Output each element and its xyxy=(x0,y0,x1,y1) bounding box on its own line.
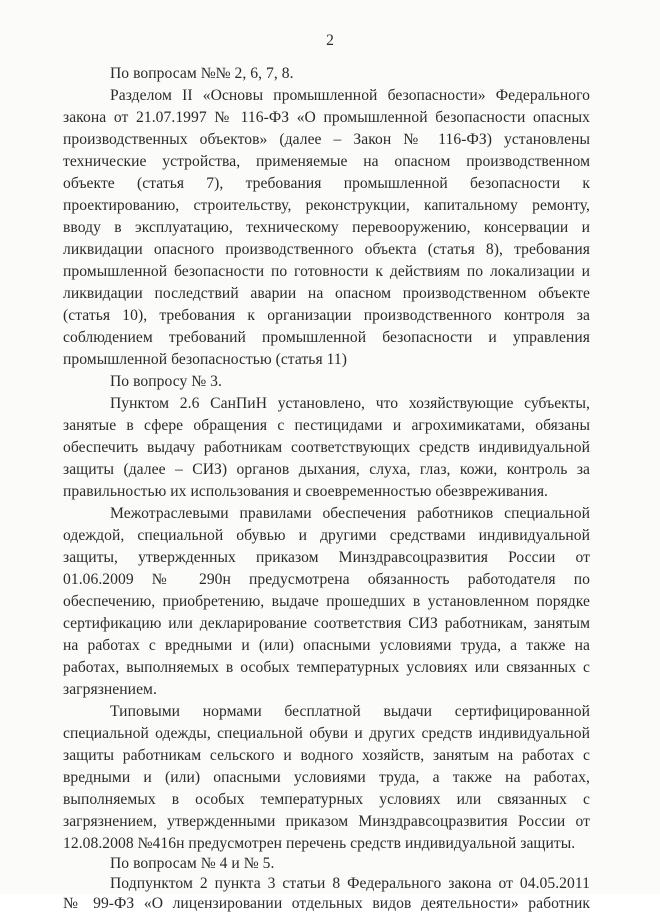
paragraph-line: на работах с вредными и (или) опасными условиями труда, а также на xyxy=(63,637,590,654)
paragraph-line: По вопросам № 4 и № 5. xyxy=(110,855,275,872)
paragraph-line: вредными и (или) опасными условиями труда, а также на работах, xyxy=(63,769,590,786)
paragraph-line: ликвидации последствий аварии на опасном производственном объекте xyxy=(63,285,590,302)
paragraph-line: обеспечить выдачу работникам соответствующих средств индивидуальной xyxy=(63,439,590,456)
paragraph-line: 12.08.2008 №416н предусмотрен перечень средств индивидуальной защиты. xyxy=(63,835,576,852)
paragraph-line: соблюдением требований промышленной безопасности и управления xyxy=(63,329,590,346)
paragraph-line: По вопросам №№ 2, 6, 7, 8. xyxy=(110,65,294,82)
paragraph-line: правильностью их использования и своевременностью обезвреживания. xyxy=(63,483,548,500)
paragraph-line: вводу в эксплуатацию, техническому перевооружению, консервации и xyxy=(63,219,590,236)
paragraph-line: закона от 21.07.1997 № 116-ФЗ «О промышленной безопасности опасных xyxy=(63,109,590,126)
page-number: 2 xyxy=(326,32,334,49)
paragraph-line: Типовыми нормами бесплатной выдачи сертифицированной xyxy=(110,703,590,720)
paragraph-line: (статья 10), требования к организации производственного контроля за xyxy=(63,307,590,324)
paragraph-line: Пунктом 2.6 СанПиН установлено, что хозяйствующие субъекты, xyxy=(110,395,590,412)
paragraph-line: загрязнением. xyxy=(63,681,157,698)
paragraph-line: занятые в сфере обращения с пестицидами и агрохимикатами, обязаны xyxy=(63,417,590,434)
paragraph-line: обеспечению, приобретению, выдаче прошедших в установленном порядке xyxy=(63,593,590,610)
paragraph-line: промышленной безопасностью (статья 11) xyxy=(63,351,347,368)
paragraph-line: № 99-ФЗ «О лицензировании отдельных видов деятельности» работник xyxy=(63,895,590,912)
paragraph-line: защиты, утвержденных приказом Минздравсоцразвития России от xyxy=(63,549,590,566)
paragraph-line: промышленной безопасности по готовности к действиям по локализации и xyxy=(63,263,590,280)
paragraph-line: ликвидации опасного производственного объекта (статья 8), требования xyxy=(63,241,590,258)
paragraph-line: объекте (статья 7), требования промышленной безопасности к xyxy=(63,175,590,192)
paragraph-line: защиты работникам сельского и водного хозяйств, занятым на работах с xyxy=(63,747,590,764)
paragraph-line: одеждой, специальной обувью и другими средствами индивидуальной xyxy=(63,527,590,544)
paragraph-line: проектированию, строительству, реконструкции, капитальному ремонту, xyxy=(63,197,590,214)
paragraph-line: 01.06.2009 № 290н предусмотрена обязанность работодателя по xyxy=(63,571,590,588)
paragraph-line: сертификацию или декларирование соответствия СИЗ работникам, занятым xyxy=(63,615,590,632)
paragraph-line: По вопросу № 3. xyxy=(110,373,222,390)
paragraph-line: специальной одежды, специальной обуви и других средств индивидуальной xyxy=(63,725,590,742)
paragraph-line: защиты (далее – СИЗ) органов дыхания, слуха, глаз, кожи, контроль за xyxy=(63,461,590,478)
paragraph-line: работах, выполняемых в особых температурных условиях или связанных с xyxy=(63,659,590,676)
paragraph-line: загрязнением, утвержденными приказом Минздравсоцразвития России от xyxy=(63,813,590,830)
paragraph-line: выполняемых в особых температурных условиях или связанных с xyxy=(63,791,590,808)
paragraph-line: Разделом II «Основы промышленной безопасности» Федерального xyxy=(110,87,590,104)
paragraph-line: Межотраслевыми правилами обеспечения работников специальной xyxy=(110,505,590,522)
paragraph-line: Подпунктом 2 пункта 3 статьи 8 Федерального закона от 04.05.2011 xyxy=(110,875,590,892)
paragraph-line: производственных объектов» (далее – Закон № 116-ФЗ) установлены xyxy=(63,131,590,148)
paragraph-line: технические устройства, применяемые на опасном производственном xyxy=(63,153,590,170)
